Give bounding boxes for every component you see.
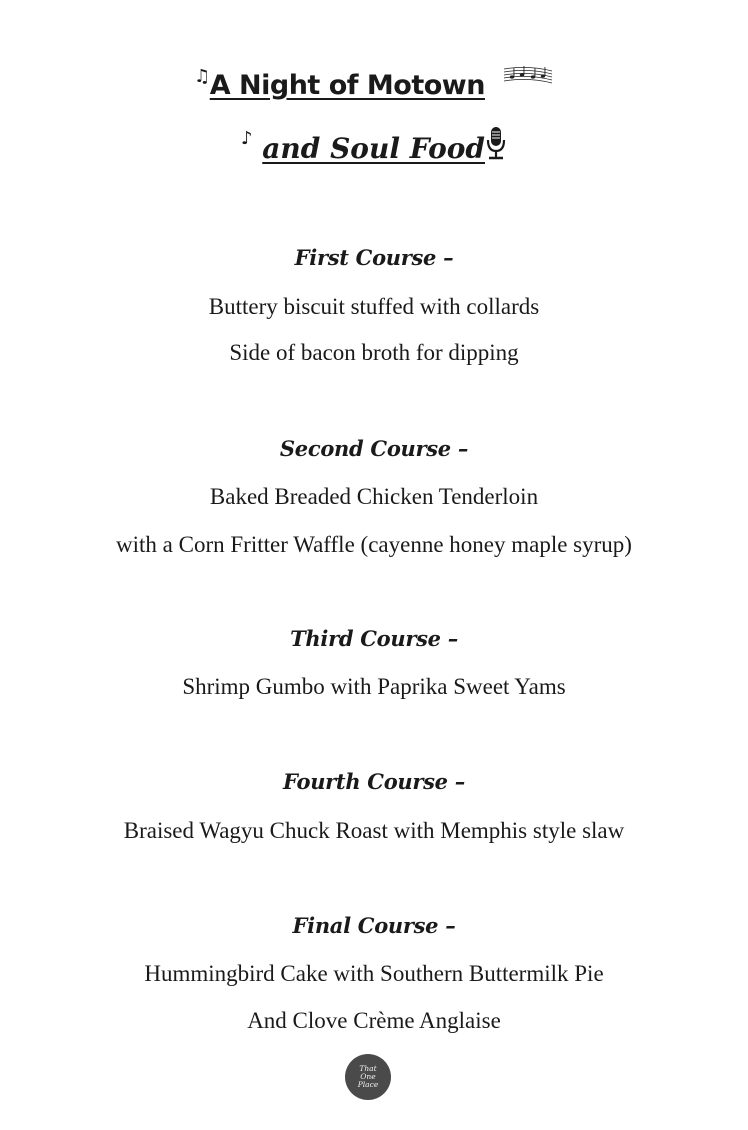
menu-title-text: A Night of Motown <box>209 70 485 101</box>
sheet-music-icon <box>502 63 554 87</box>
logo-line-3: Place <box>357 1080 379 1089</box>
logo-line-1: That <box>359 1064 377 1073</box>
second-course-line-1: Baked Breaded Chicken Tenderloin <box>209 484 539 509</box>
fourth-course-line-1: Braised Wagyu Chuck Roast with Memphis style slaw <box>123 818 625 843</box>
menu-title-line1 <box>0 66 748 101</box>
first-course-line-2: Side of bacon broth for dipping <box>229 340 519 365</box>
second-course-heading: Second Course – <box>279 436 469 461</box>
menu-subtitle-text: and Soul Food <box>262 132 485 165</box>
music-notes-icon: ♫ <box>194 66 210 87</box>
final-course-line-2: And Clove Crème Anglaise <box>247 1008 501 1033</box>
third-course-line-1: Shrimp Gumbo with Paprika Sweet Yams <box>182 674 566 699</box>
first-course-heading: First Course – <box>294 245 454 270</box>
third-course-heading: Third Course – <box>290 626 458 651</box>
menu-title-line2 <box>0 128 748 165</box>
final-course-heading: Final Course – <box>292 913 456 938</box>
microphone-icon <box>485 126 507 162</box>
fourth-course-heading: Fourth Course – <box>283 769 465 794</box>
logo-line-2: One <box>360 1072 376 1081</box>
music-note-icon: ♪ <box>241 128 253 149</box>
second-course-line-2: with a Corn Fritter Waffle (cayenne honey maple syrup) <box>116 532 632 557</box>
final-course-line-1: Hummingbird Cake with Southern Buttermilk Pie <box>144 961 604 986</box>
restaurant-logo <box>345 1054 391 1100</box>
first-course-line-1: Buttery biscuit stuffed with collards <box>208 294 540 319</box>
